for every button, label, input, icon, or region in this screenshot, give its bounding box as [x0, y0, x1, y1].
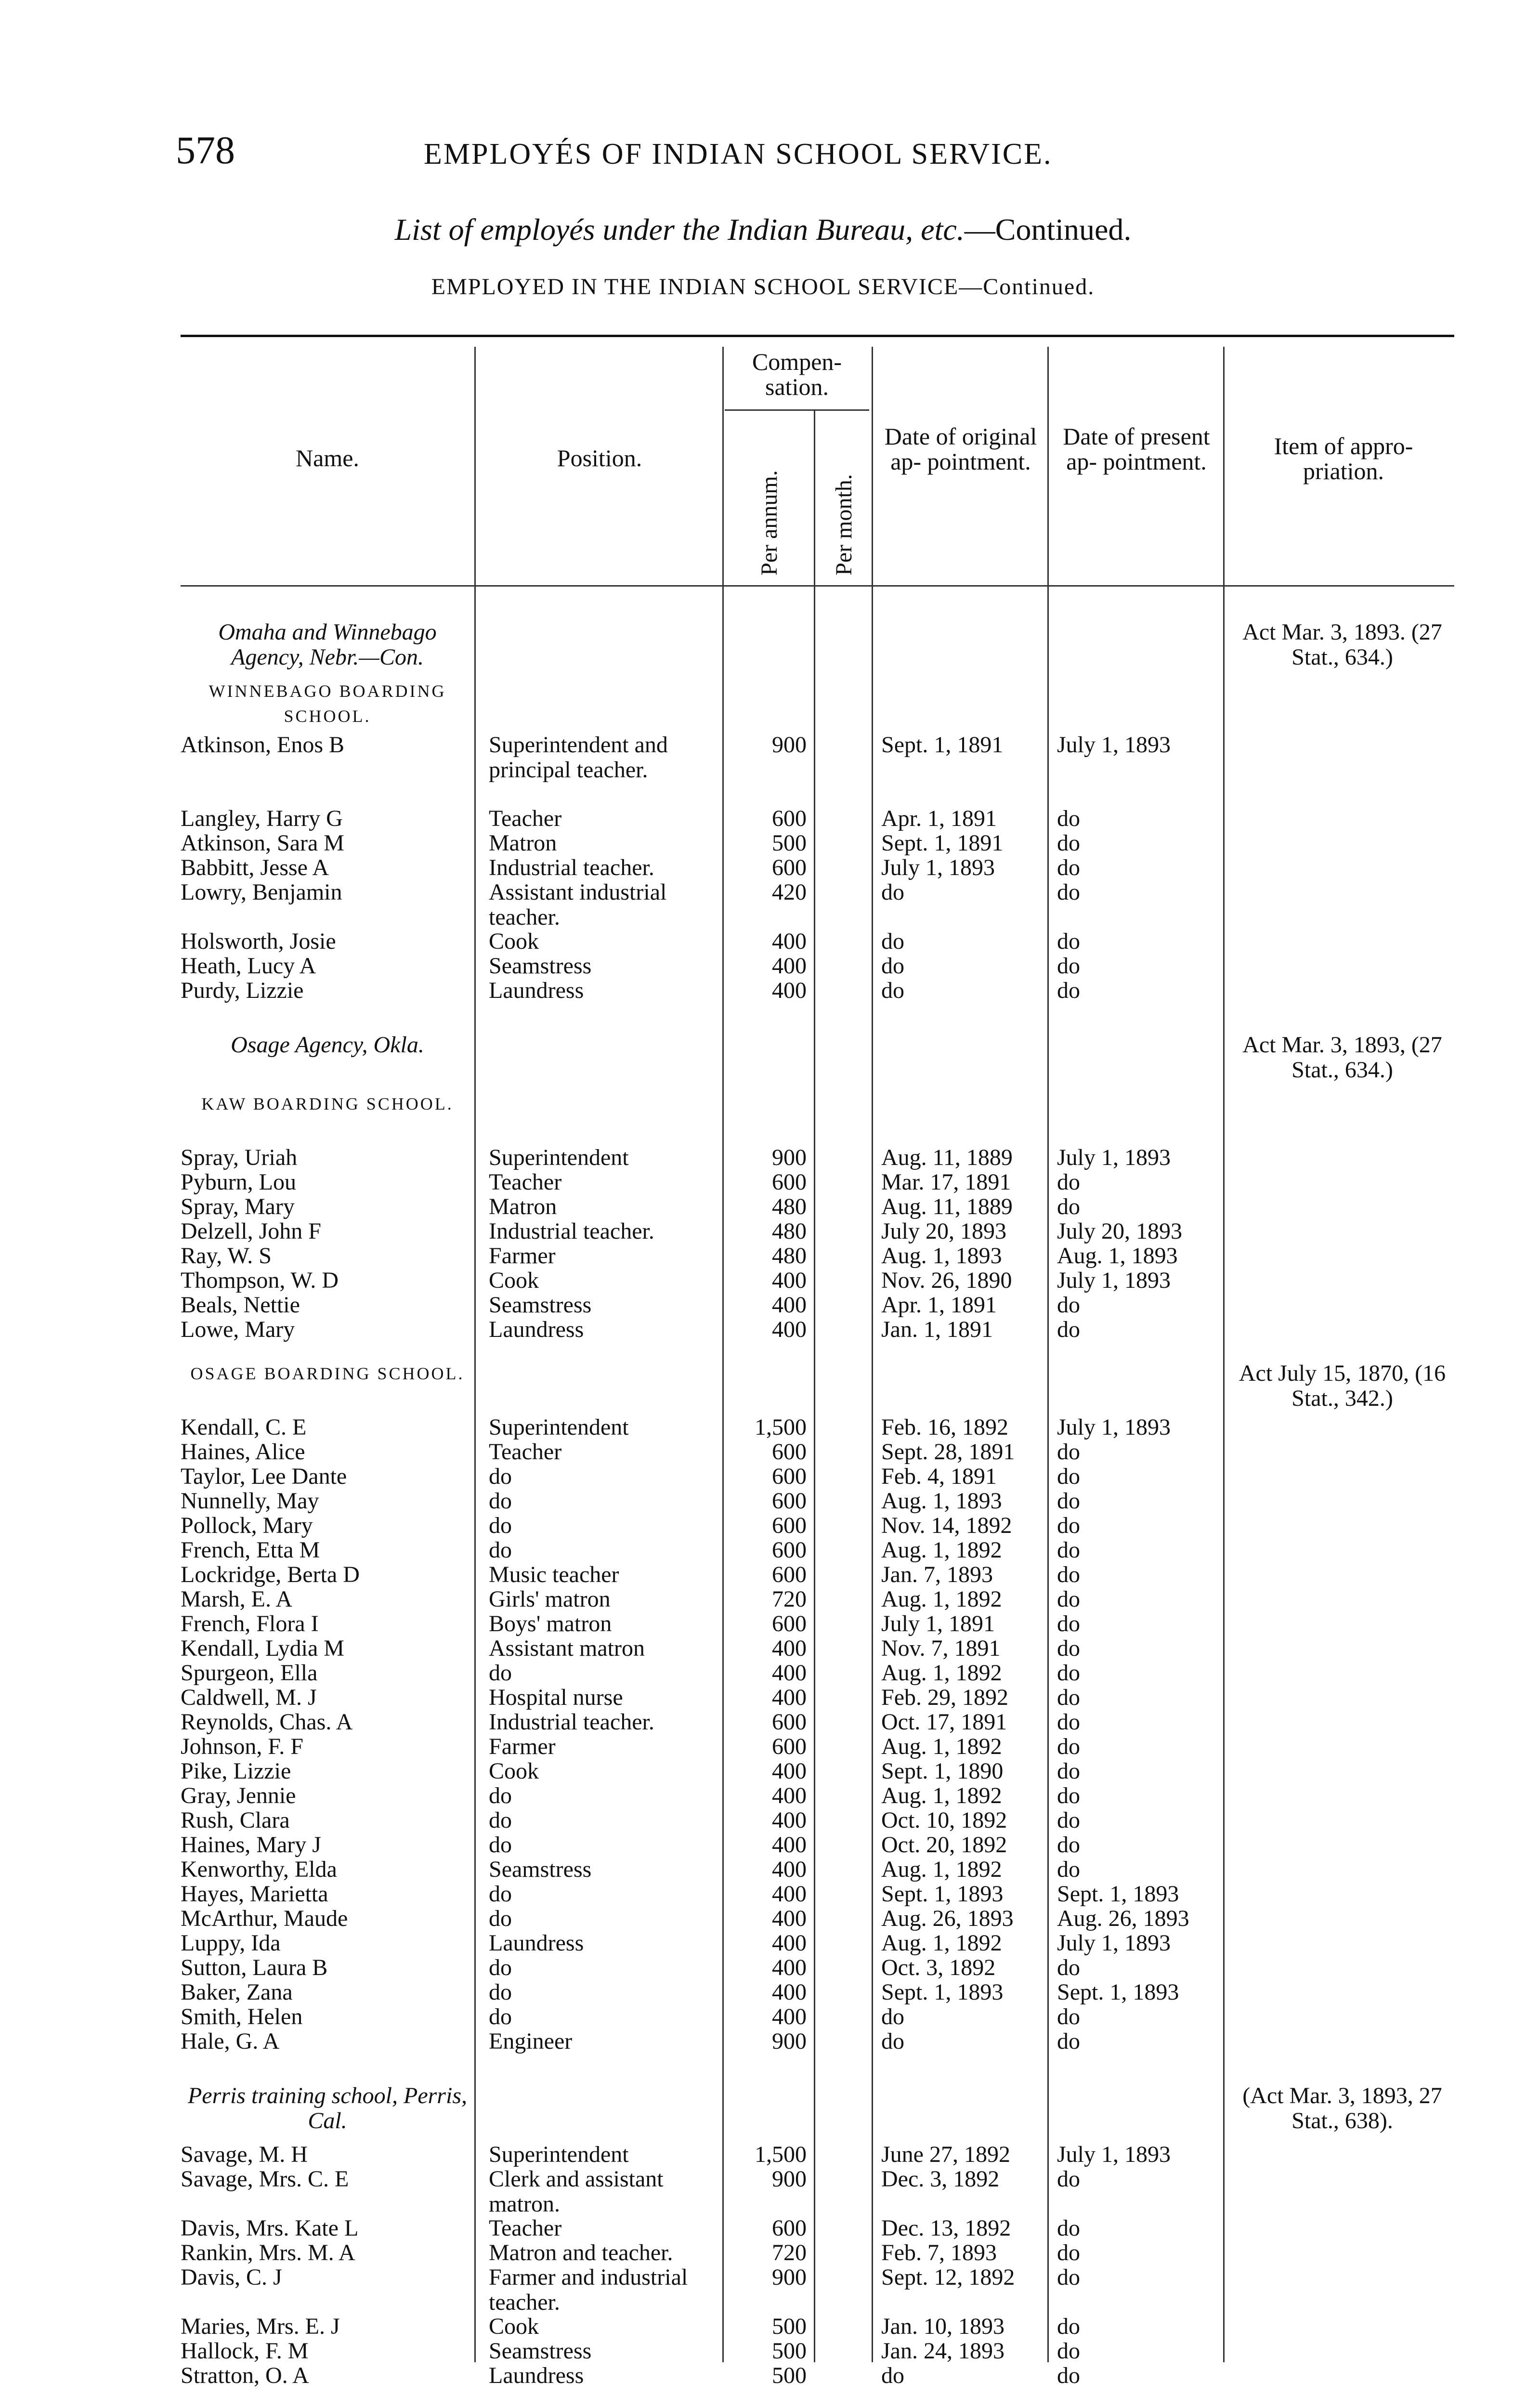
date-original: do [881, 978, 904, 1003]
salary-per-annum: 720 [772, 2240, 807, 2265]
salary-per-annum: 600 [772, 1169, 807, 1195]
column-header-date-present: Date of present ap- pointment. [1063, 423, 1210, 475]
employee-position: Laundress [489, 1930, 584, 1956]
date-original: July 1, 1891 [881, 1611, 995, 1636]
page-subtitle: EMPLOYED IN THE INDIAN SCHOOL SERVICE—Continued. [431, 274, 1095, 300]
employee-position: do [489, 1906, 512, 1931]
salary-per-annum: 500 [772, 2363, 807, 2388]
date-present: do [1057, 1513, 1080, 1538]
date-present: do [1057, 1636, 1080, 1661]
date-present: do [1057, 1292, 1080, 1318]
employee-name: Smith, Helen [181, 2004, 303, 2029]
date-original: Dec. 13, 1892 [881, 2215, 1011, 2241]
date-original: Dec. 3, 1892 [881, 2166, 1000, 2192]
employee-name: Stratton, O. A [181, 2363, 309, 2388]
column-header-name: Name. [296, 445, 359, 471]
column-header-compensation: Compen- sation. [752, 348, 842, 400]
employee-name: Spray, Uriah [181, 1145, 298, 1170]
date-original: Aug. 1, 1892 [881, 1537, 1002, 1563]
employee-name: Delzell, John F [181, 1218, 321, 1244]
employee-position: do [489, 1513, 512, 1538]
salary-per-annum: 720 [772, 1586, 807, 1612]
date-original: Sept. 12, 1892 [881, 2264, 1015, 2290]
employee-position: Teacher [489, 1439, 562, 1465]
salary-per-annum: 600 [772, 1488, 807, 1514]
date-original: Aug. 11, 1889 [881, 1145, 1013, 1170]
date-present: July 1, 1893 [1057, 1930, 1171, 1956]
title-italic: List of employés under the Indian Bureau, etc. [394, 212, 965, 247]
employee-position: do [489, 1881, 512, 1907]
salary-per-annum: 500 [772, 2338, 807, 2364]
employee-position: Cook [489, 2314, 539, 2339]
salary-per-annum: 400 [772, 1758, 807, 1784]
date-original: July 1, 1893 [881, 855, 995, 880]
employee-position: Cook [489, 929, 539, 954]
employee-name: Rankin, Mrs. M. A [181, 2240, 355, 2265]
title-rest: —Continued. [964, 212, 1132, 247]
salary-per-annum: 400 [772, 1955, 807, 1980]
employee-name: Gray, Jennie [181, 1783, 296, 1808]
date-original: Nov. 14, 1892 [881, 1513, 1012, 1538]
date-present: do [1057, 1955, 1080, 1980]
date-original: Nov. 26, 1890 [881, 1268, 1012, 1293]
date-original: Oct. 20, 1892 [881, 1832, 1007, 1858]
agency-heading: Omaha and Winnebago Agency, Nebr.—Con. [218, 619, 437, 670]
salary-per-annum: 900 [772, 2166, 807, 2192]
salary-per-annum: 420 [772, 879, 807, 905]
salary-per-annum: 400 [772, 1317, 807, 1342]
date-original: Oct. 17, 1891 [881, 1709, 1007, 1735]
date-original: Jan. 1, 1891 [881, 1317, 993, 1342]
date-present: do [1057, 2363, 1080, 2388]
column-header-per-month: Per month. [831, 474, 857, 576]
employee-position: Seamstress [489, 1292, 592, 1318]
salary-per-annum: 600 [772, 1562, 807, 1587]
salary-per-annum: 400 [772, 1660, 807, 1686]
employee-position: Teacher [489, 1169, 562, 1195]
salary-per-annum: 1,500 [755, 1414, 807, 1440]
employee-position: Seamstress [489, 2338, 592, 2364]
salary-per-annum: 600 [772, 2215, 807, 2241]
date-present: do [1057, 855, 1080, 880]
date-present: Sept. 1, 1893 [1057, 1881, 1179, 1907]
employee-position: Laundress [489, 1317, 584, 1342]
employee-position: do [489, 1537, 512, 1563]
date-original: Sept. 1, 1890 [881, 1758, 1004, 1784]
running-title: EMPLOYÉS OF INDIAN SCHOOL SERVICE. [424, 138, 1053, 170]
salary-per-annum: 480 [772, 1243, 807, 1269]
date-original: do [881, 2004, 904, 2029]
employee-position: Seamstress [489, 953, 592, 979]
date-present: do [1057, 2028, 1080, 2054]
employee-name: Davis, Mrs. Kate L [181, 2215, 359, 2241]
date-original: Jan. 7, 1893 [881, 1562, 993, 1587]
employee-name: French, Flora I [181, 1611, 319, 1636]
date-present: do [1057, 953, 1080, 979]
salary-per-annum: 600 [772, 1734, 807, 1759]
employee-position: Hospital nurse [489, 1685, 623, 1710]
employee-position: Matron [489, 830, 557, 856]
employee-name: Hayes, Marietta [181, 1881, 328, 1907]
employee-position: Girls' matron [489, 1586, 611, 1612]
date-present: do [1057, 1586, 1080, 1612]
date-original: Oct. 10, 1892 [881, 1807, 1007, 1833]
salary-per-annum: 400 [772, 1807, 807, 1833]
employee-name: Savage, M. H [181, 2142, 308, 2167]
employee-name: Babbitt, Jesse A [181, 855, 329, 880]
employee-position: do [489, 1979, 512, 2005]
date-present: do [1057, 1857, 1080, 1882]
column-header-per-annum: Per annum. [756, 470, 782, 576]
employee-name: Langley, Harry G [181, 806, 343, 831]
employee-position: Seamstress [489, 1857, 592, 1882]
salary-per-annum: 400 [772, 929, 807, 954]
date-present: July 1, 1893 [1057, 1268, 1171, 1293]
employee-position: do [489, 1488, 512, 1514]
salary-per-annum: 400 [772, 1906, 807, 1931]
salary-per-annum: 600 [772, 1611, 807, 1636]
employee-position: do [489, 1660, 512, 1686]
employee-name: Lowry, Benjamin [181, 879, 342, 905]
date-present: do [1057, 1537, 1080, 1563]
employee-position: Industrial teacher. [489, 855, 654, 880]
date-original: Aug. 1, 1892 [881, 1857, 1002, 1882]
salary-per-annum: 900 [772, 1145, 807, 1170]
date-present: July 1, 1893 [1057, 732, 1171, 758]
salary-per-annum: 400 [772, 953, 807, 979]
employee-name: Pyburn, Lou [181, 1169, 296, 1195]
appropriation-item: Act Mar. 3, 1893, (27 Stat., 634.) [1242, 1032, 1442, 1083]
date-present: do [1057, 879, 1080, 905]
employee-position: Superintendent [489, 2142, 629, 2167]
column-divider [1047, 347, 1049, 2362]
employee-name: Sutton, Laura B [181, 1955, 328, 1980]
salary-per-annum: 480 [772, 1218, 807, 1244]
appropriation-item: (Act Mar. 3, 1893, 27 Stat., 638). [1242, 2083, 1442, 2133]
employee-name: Kendall, Lydia M [181, 1636, 344, 1661]
date-original: Sept. 1, 1891 [881, 732, 1004, 758]
date-present: July 1, 1893 [1057, 1145, 1171, 1170]
column-divider [1223, 347, 1225, 2362]
employee-position: Engineer [489, 2028, 573, 2054]
salary-per-annum: 400 [772, 1930, 807, 1956]
employee-name: Nunnelly, May [181, 1488, 319, 1514]
employee-name: Haines, Alice [181, 1439, 305, 1465]
page-number: 578 [176, 128, 235, 172]
date-original: Aug. 1, 1892 [881, 1930, 1002, 1956]
date-present: do [1057, 2215, 1080, 2241]
employee-name: Purdy, Lizzie [181, 978, 304, 1003]
date-original: July 20, 1893 [881, 1218, 1007, 1244]
salary-per-annum: 400 [772, 1832, 807, 1858]
date-original: Sept. 1, 1893 [881, 1979, 1004, 2005]
date-original: do [881, 879, 904, 905]
date-present: do [1057, 2004, 1080, 2029]
employee-name: Ray, W. S [181, 1243, 272, 1269]
employee-position: Farmer [489, 1734, 556, 1759]
date-original: Apr. 1, 1891 [881, 806, 997, 831]
employee-position: do [489, 1832, 512, 1858]
date-present: do [1057, 1685, 1080, 1710]
date-present: do [1057, 1709, 1080, 1735]
employee-position: Laundress [489, 2363, 584, 2388]
salary-per-annum: 400 [772, 1636, 807, 1661]
salary-per-annum: 400 [772, 1292, 807, 1318]
date-original: Aug. 11, 1889 [881, 1194, 1013, 1219]
salary-per-annum: 600 [772, 1464, 807, 1489]
employee-position: Teacher [489, 2215, 562, 2241]
salary-per-annum: 400 [772, 1268, 807, 1293]
date-original: Oct. 3, 1892 [881, 1955, 996, 1980]
employee-position: Assistant matron [489, 1636, 645, 1661]
salary-per-annum: 600 [772, 855, 807, 880]
employee-name: Maries, Mrs. E. J [181, 2314, 340, 2339]
column-divider [474, 347, 476, 2362]
date-original: do [881, 953, 904, 979]
school-heading: KAW BOARDING SCHOOL. [201, 1094, 454, 1113]
employee-position: Superintendent [489, 1145, 629, 1170]
date-original: Aug. 1, 1892 [881, 1586, 1002, 1612]
date-original: do [881, 2363, 904, 2388]
employee-position: do [489, 2004, 512, 2029]
date-original: Aug. 26, 1893 [881, 1906, 1014, 1931]
column-header-item: Item of appro- priation. [1274, 432, 1413, 484]
employee-position: Teacher [489, 806, 562, 831]
employee-name: Beals, Nettie [181, 1292, 300, 1318]
date-present: do [1057, 2166, 1080, 2192]
date-original: Feb. 7, 1893 [881, 2240, 997, 2265]
employee-position: do [489, 1783, 512, 1808]
employee-position: Cook [489, 1758, 539, 1784]
salary-per-annum: 600 [772, 806, 807, 831]
salary-per-annum: 400 [772, 1783, 807, 1808]
salary-per-annum: 480 [772, 1194, 807, 1219]
salary-per-annum: 900 [772, 2028, 807, 2054]
date-original: Aug. 1, 1892 [881, 1783, 1002, 1808]
employee-name: Thompson, W. D [181, 1268, 339, 1293]
employee-name: Caldwell, M. J [181, 1685, 317, 1710]
column-divider [722, 347, 724, 2362]
employee-name: Lockridge, Berta D [181, 1562, 360, 1587]
employee-name: Hallock, F. M [181, 2338, 309, 2364]
date-present: do [1057, 2240, 1080, 2265]
compensation-rule [725, 409, 869, 411]
salary-per-annum: 600 [772, 1709, 807, 1735]
employee-position: Industrial teacher. [489, 1218, 654, 1244]
salary-per-annum: 500 [772, 830, 807, 856]
date-present: do [1057, 978, 1080, 1003]
employee-name: Johnson, F. F [181, 1734, 303, 1759]
employee-name: Holsworth, Josie [181, 929, 336, 954]
employee-name: Luppy, Ida [181, 1930, 281, 1956]
employee-position: do [489, 1955, 512, 1980]
date-present: do [1057, 1317, 1080, 1342]
salary-per-annum: 400 [772, 2004, 807, 2029]
date-present: do [1057, 1660, 1080, 1686]
agency-heading: Perris training school, Perris, Cal. [187, 2083, 467, 2133]
employee-position: Superintendent [489, 1414, 629, 1440]
date-present: do [1057, 1169, 1080, 1195]
column-header-position: Position. [557, 445, 642, 471]
employee-position: Clerk and assistant matron. [489, 2166, 664, 2217]
employee-position: Matron and teacher. [489, 2240, 673, 2265]
salary-per-annum: 1,500 [755, 2142, 807, 2167]
employee-name: Hale, G. A [181, 2028, 280, 2054]
date-present: do [1057, 2338, 1080, 2364]
date-present: do [1057, 1807, 1080, 1833]
employee-name: Atkinson, Enos B [181, 732, 345, 758]
date-original: Aug. 1, 1892 [881, 1660, 1002, 1686]
date-present: do [1057, 1611, 1080, 1636]
date-original: Mar. 17, 1891 [881, 1169, 1011, 1195]
salary-per-annum: 900 [772, 732, 807, 758]
employee-name: Savage, Mrs. C. E [181, 2166, 349, 2192]
employee-position: Laundress [489, 978, 584, 1003]
column-divider [872, 347, 873, 2362]
date-original: do [881, 2028, 904, 2054]
date-original: Sept. 1, 1891 [881, 830, 1004, 856]
employee-name: French, Etta M [181, 1537, 320, 1563]
employee-name: Pike, Lizzie [181, 1758, 291, 1784]
date-present: do [1057, 1194, 1080, 1219]
employee-name: Haines, Mary J [181, 1832, 321, 1858]
employee-name: Pollock, Mary [181, 1513, 313, 1538]
date-present: do [1057, 1734, 1080, 1759]
salary-per-annum: 600 [772, 1513, 807, 1538]
date-original: Feb. 4, 1891 [881, 1464, 997, 1489]
date-present: do [1057, 806, 1080, 831]
employee-name: Taylor, Lee Dante [181, 1464, 347, 1489]
employee-position: Farmer and industrial teacher. [489, 2264, 688, 2315]
date-present: July 1, 1893 [1057, 1414, 1171, 1440]
salary-per-annum: 400 [772, 1979, 807, 2005]
date-present: do [1057, 2314, 1080, 2339]
page-title [0, 212, 1526, 248]
employee-position: Assistant industrial teacher. [489, 879, 667, 930]
salary-per-annum: 600 [772, 1439, 807, 1465]
date-present: July 20, 1893 [1057, 1218, 1183, 1244]
salary-per-annum: 400 [772, 1857, 807, 1882]
employee-position: do [489, 1807, 512, 1833]
salary-per-annum: 500 [772, 2314, 807, 2339]
date-original: Feb. 29, 1892 [881, 1685, 1008, 1710]
date-present: July 1, 1893 [1057, 2142, 1171, 2167]
header-bottom-rule [181, 585, 1454, 587]
employee-name: Reynolds, Chas. A [181, 1709, 353, 1735]
date-present: do [1057, 1832, 1080, 1858]
employee-name: Lowe, Mary [181, 1317, 295, 1342]
date-original: Aug. 1, 1893 [881, 1243, 1002, 1269]
date-present: do [1057, 929, 1080, 954]
date-present: do [1057, 830, 1080, 856]
employee-name: Spurgeon, Ella [181, 1660, 318, 1686]
column-divider [814, 409, 815, 2362]
agency-heading: Osage Agency, Okla. [231, 1032, 424, 1058]
date-original: Nov. 7, 1891 [881, 1636, 1001, 1661]
date-original: Jan. 24, 1893 [881, 2338, 1004, 2364]
date-present: do [1057, 2264, 1080, 2290]
employee-position: Superintendent and principal teacher. [489, 732, 668, 783]
employee-position: Matron [489, 1194, 557, 1219]
column-header-date-original: Date of original ap- pointment. [884, 423, 1037, 475]
date-original: Jan. 10, 1893 [881, 2314, 1004, 2339]
date-present: do [1057, 1758, 1080, 1784]
date-original: do [881, 929, 904, 954]
date-original: June 27, 1892 [881, 2142, 1010, 2167]
date-present: do [1057, 1562, 1080, 1587]
employee-position: Cook [489, 1268, 539, 1293]
employee-position: Farmer [489, 1243, 556, 1269]
table-top-rule [181, 335, 1454, 337]
employee-name: Heath, Lucy A [181, 953, 316, 979]
employee-name: Atkinson, Sara M [181, 830, 344, 856]
date-original: Feb. 16, 1892 [881, 1414, 1008, 1440]
date-present: Aug. 1, 1893 [1057, 1243, 1178, 1269]
employee-name: Davis, C. J [181, 2264, 282, 2290]
employee-name: Kenworthy, Elda [181, 1857, 337, 1882]
salary-per-annum: 600 [772, 1537, 807, 1563]
employee-name: McArthur, Maude [181, 1906, 348, 1931]
employee-name: Marsh, E. A [181, 1586, 292, 1612]
date-original: Apr. 1, 1891 [881, 1292, 997, 1318]
appropriation-item: Act July 15, 1870, (16 Stat., 342.) [1239, 1361, 1446, 1411]
date-original: Sept. 1, 1893 [881, 1881, 1004, 1907]
employee-name: Spray, Mary [181, 1194, 295, 1219]
employee-position: Boys' matron [489, 1611, 612, 1636]
date-original: Aug. 1, 1893 [881, 1488, 1002, 1514]
date-original: Sept. 28, 1891 [881, 1439, 1015, 1465]
salary-per-annum: 400 [772, 1685, 807, 1710]
employee-position: do [489, 1464, 512, 1489]
date-present: Sept. 1, 1893 [1057, 1979, 1179, 2005]
date-present: do [1057, 1488, 1080, 1514]
employee-name: Rush, Clara [181, 1807, 290, 1833]
date-original: Aug. 1, 1892 [881, 1734, 1002, 1759]
school-heading: WINNEBAGO BOARDING SCHOOL. [209, 681, 446, 726]
salary-per-annum: 900 [772, 2264, 807, 2290]
employee-name: Baker, Zana [181, 1979, 293, 2005]
school-heading: OSAGE BOARDING SCHOOL. [190, 1364, 465, 1383]
salary-per-annum: 400 [772, 978, 807, 1003]
employee-position: Music teacher [489, 1562, 619, 1587]
appropriation-item: Act Mar. 3, 1893. (27 Stat., 634.) [1242, 619, 1442, 670]
salary-per-annum: 400 [772, 1881, 807, 1907]
date-present: do [1057, 1783, 1080, 1808]
employee-name: Kendall, C. E [181, 1414, 307, 1440]
date-present: do [1057, 1439, 1080, 1465]
date-present: do [1057, 1464, 1080, 1489]
date-present: Aug. 26, 1893 [1057, 1906, 1189, 1931]
employee-position: Industrial teacher. [489, 1709, 654, 1735]
